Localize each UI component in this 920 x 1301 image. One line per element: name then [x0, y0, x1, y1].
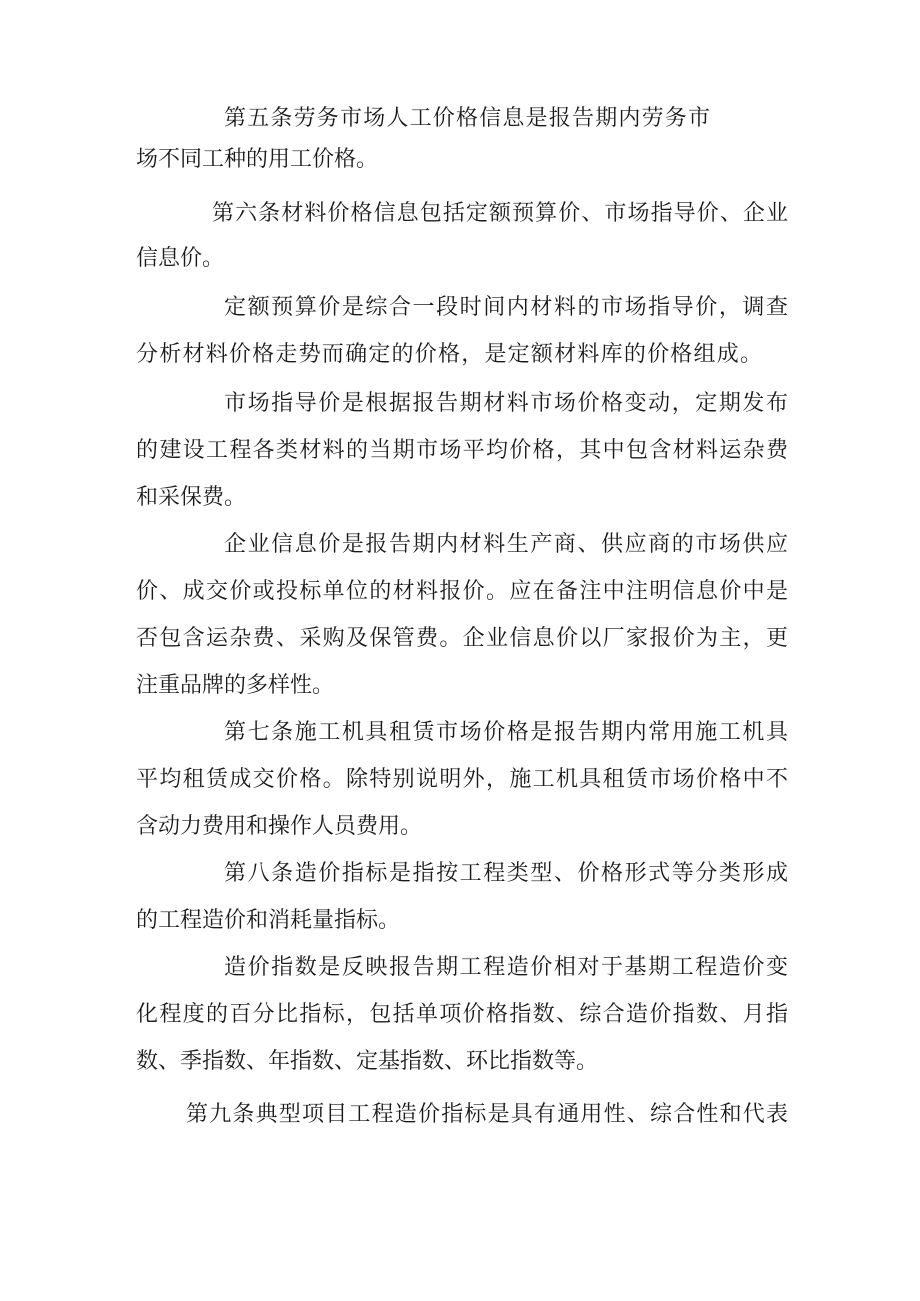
article-9-line-1: 第九条典型项目工程造价指标是具有通用性、综合性和代表: [186, 1102, 788, 1127]
enterprise-info-price-line-2: 价、成交价或投标单位的材料报价。应在备注中注明信息价中是: [136, 579, 788, 604]
market-guide-price-line-1: 市场指导价是根据报告期材料市场价格变动，定期发布: [224, 391, 788, 416]
article-6-line-1: 第六条材料价格信息包括定额预算价、市场指导价、企业: [212, 201, 788, 226]
enterprise-info-price-line-4: 注重品牌的多样性。: [136, 673, 335, 698]
enterprise-info-price-line-3: 否包含运杂费、采购及保管费。企业信息价以厂家报价为主，更: [136, 626, 788, 651]
article-6-line-2: 信息价。: [136, 246, 225, 271]
cost-index-line-2: 化程度的百分比指标，包括单项价格指数、综合造价指数、月指: [136, 1002, 788, 1027]
article-7-line-2: 平均租赁成交价格。除特别说明外，施工机具租赁市场价格中不: [136, 767, 788, 792]
article-7-line-1: 第七条施工机具租赁市场价格是报告期内常用施工机具: [224, 720, 788, 745]
market-guide-price-line-3: 和采保费。: [136, 485, 247, 510]
quota-budget-price-line-2: 分析材料价格走势而确定的价格，是定额材料库的价格组成。: [136, 342, 762, 367]
article-7-line-3: 含动力费用和操作人员费用。: [136, 814, 423, 839]
article-8-line-1: 第八条造价指标是指按工程类型、价格形式等分类形成: [224, 861, 788, 886]
quota-budget-price-line-1: 定额预算价是综合一段时间内材料的市场指导价，调查: [224, 295, 788, 320]
article-5-line-1: 第五条劳务市场人工价格信息是报告期内劳务市: [224, 106, 710, 131]
article-8-line-2: 的工程造价和消耗量指标。: [136, 908, 401, 933]
market-guide-price-line-2: 的建设工程各类材料的当期市场平均价格，其中包含材料运杂费: [136, 438, 788, 463]
cost-index-line-1: 造价指数是反映报告期工程造价相对于基期工程造价变: [224, 955, 788, 980]
cost-index-line-3: 数、季指数、年指数、定基指数、环比指数等。: [136, 1049, 599, 1074]
enterprise-info-price-line-1: 企业信息价是报告期内材料生产商、供应商的市场供应: [224, 532, 788, 557]
article-5-line-2: 场不同工种的用工价格。: [136, 147, 379, 172]
